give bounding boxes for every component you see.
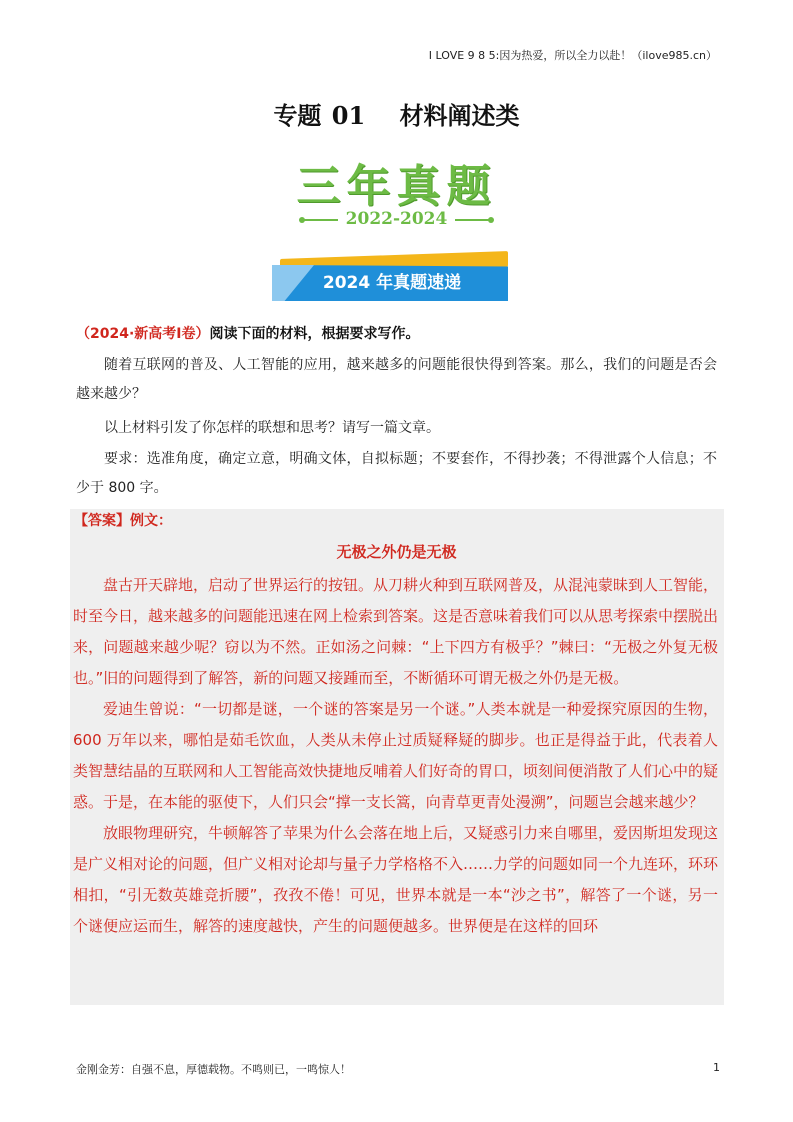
essay-title: 无极之外仍是无极 [336,543,457,561]
question-material: 随着互联网的普及、人工智能的应用，越来越多的问题能很快得到答案。那么，我们的问题是否会越来越少？ [76,357,717,402]
question-instruction: 阅读下面的材料，根据要求写作。 [209,326,420,342]
answer-label: 【答案】例文： [74,513,172,529]
essay-paragraph: 爱迪生曾说：“一切都是谜，一个谜的答案是另一个谜。”人类本就是一种爱探究原因的生物，600 万年以来，哪怕是茹毛饮血，人类从未停止过质疑释疑的脚步。也正是得益于此，代表着人类智慧结晶的互联网和人工智能高效快捷地反哺着人们好奇的胃口，顷刻间便消散了人们心中的疑惑。于是，在本能的驱使下，人们只会“撑一支长篙，向青草更青处漫溯”，问题岂会越来越少？ [73,700,719,811]
footer-motto: 金刚金芳：自强不息，厚德载物。不鸣则已，一鸣惊人！ [76,1063,351,1076]
years-range: 2022-2024 [345,209,448,229]
essay-body [73,570,718,942]
page-title [0,96,793,131]
left-ornament [302,219,338,221]
essay-paragraph: 放眼物理研究，牛顿解答了苹果为什么会落在地上后，又疑惑引力来自哪里，爱因斯坦发现这是广义相对论的问题，但广义相对论却与量子力学格格不入……力学的问题如同一个九连环，环环相扣，“引无数英雄竞折腰”，孜孜不倦！可见，世界本就是一本“沙之书”，解答了一个谜，另一个谜便应运而生，解答的速度越快，产生的问题便越多。世界便是在这样的回环 [73,824,719,935]
header-note: I LOVE 9 8 5:因为热爱，所以全力以赴！（ilove985.cn） [428,49,717,62]
badge-text: 2024 年真题速递 [322,273,462,293]
question-source: （2024·新高考Ⅰ卷） [76,326,210,342]
title-number: 01 [331,101,366,130]
question-requirements: 要求：选准角度，确定立意，明确文体，自拟标题；不要套作，不得抄袭；不得泄露个人信息；不少于 800 字。 [76,451,717,496]
title-label: 专题 [273,101,322,130]
years-line [0,209,793,229]
question-heading [76,323,420,343]
right-ornament [455,219,491,221]
title-subject: 材料阐述类 [399,101,520,130]
page-number: 1 [713,1061,720,1074]
question-prompt: 以上材料引发了你怎样的联想和思考？请写一篇文章。 [104,420,440,436]
section-badge [272,253,512,301]
essay-paragraph: 盘古开天辟地，启动了世界运行的按钮。从刀耕火种到互联网普及，从混沌蒙昧到人工智能，时至今日，越来越多的问题能迅速在网上检索到答案。这是否意味着我们可以从思考探索中摆脱出来，问题越来越少呢？窃以为不然。正如汤之问棘：“上下四方有极乎？”棘曰：“无极之外复无极也。”旧的问题得到了解答，新的问题又接踵而至，不断循环可谓无极之外仍是无极。 [73,576,719,687]
banner-heading: 三年真题 [296,161,497,212]
